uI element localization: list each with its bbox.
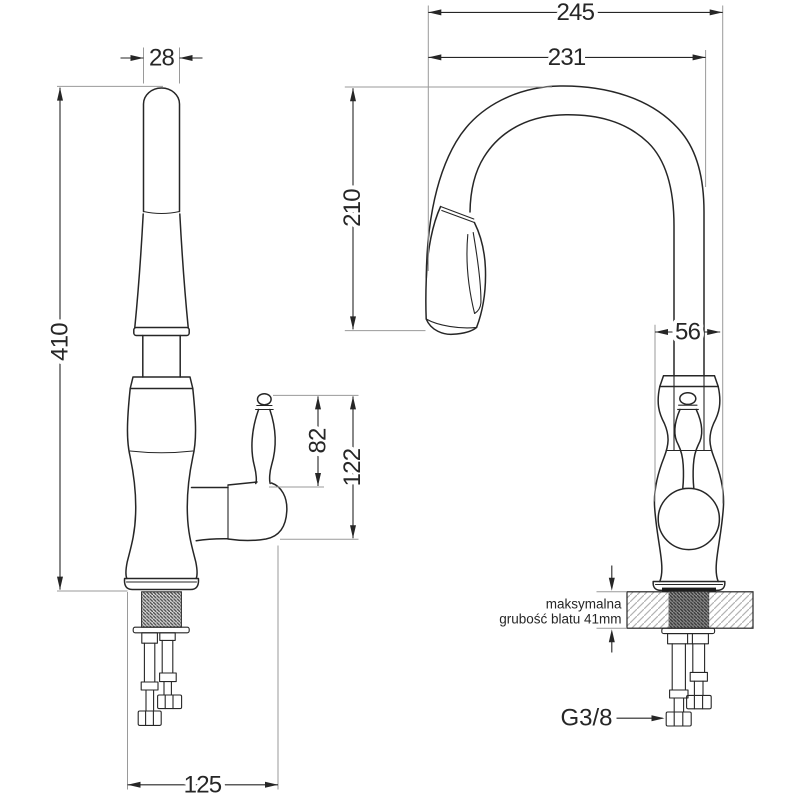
front-body-left bbox=[126, 389, 136, 579]
side-hose-left-joint bbox=[670, 690, 688, 698]
side-handle-left bbox=[675, 409, 684, 488]
front-mount-flange bbox=[133, 627, 189, 633]
dim-total-height-label: 410 bbox=[46, 323, 74, 361]
countertop-note-line2: grubość blatu 41mm bbox=[499, 611, 622, 627]
side-valve-circle bbox=[658, 488, 719, 549]
front-hose-left bbox=[144, 643, 154, 682]
side-sprayhead-right bbox=[474, 223, 485, 328]
front-hose-left-joint bbox=[141, 682, 158, 690]
side-hose-right-nut bbox=[687, 695, 712, 708]
side-sprayhead-trigger bbox=[467, 233, 481, 314]
side-handle-right bbox=[693, 409, 702, 488]
front-hose-right-nut bbox=[158, 695, 182, 709]
front-spout-joint bbox=[144, 212, 180, 214]
dim-overall-reach-label: 245 bbox=[556, 0, 595, 26]
side-base-washer bbox=[662, 588, 716, 592]
side-hose-right bbox=[693, 644, 705, 673]
front-hose-right-lower bbox=[164, 682, 171, 695]
countertop-shank bbox=[669, 592, 710, 628]
front-connector-block-right bbox=[160, 633, 175, 641]
front-hose-right bbox=[162, 640, 173, 673]
side-connector-dividers bbox=[688, 634, 693, 644]
side-handle-collar bbox=[678, 405, 699, 409]
front-handle-right bbox=[270, 410, 276, 484]
side-mount-flange bbox=[662, 628, 715, 633]
side-sprayhead-outlet-inner bbox=[426, 319, 476, 328]
dim-spout-reach-label: 231 bbox=[547, 43, 586, 71]
dim-spout-width-label: 28 bbox=[148, 44, 175, 72]
front-valve-cap bbox=[228, 483, 287, 540]
dim-handle-total-height-label: 122 bbox=[339, 448, 367, 487]
side-hose-left bbox=[672, 644, 685, 690]
side-hose-right-nut-facets bbox=[694, 695, 702, 708]
front-spout-cone-left bbox=[135, 214, 143, 328]
front-hose-right-nut-facets bbox=[165, 695, 173, 709]
dim-handle-height-label: 82 bbox=[304, 428, 332, 454]
front-hose-right-joint bbox=[160, 673, 177, 682]
side-collar bbox=[660, 376, 718, 387]
front-arm-underside bbox=[196, 539, 228, 541]
front-neck bbox=[143, 336, 180, 378]
countertop-section bbox=[627, 592, 753, 726]
dim-body-width-label: 56 bbox=[675, 318, 701, 346]
front-collar bbox=[130, 377, 193, 389]
front-body-right bbox=[187, 389, 197, 579]
front-hose-left-nut-facets bbox=[146, 711, 154, 725]
countertop-note-line1: maksymalna bbox=[545, 596, 622, 612]
side-arch-inner bbox=[470, 115, 674, 376]
front-hose-left-nut bbox=[138, 711, 161, 725]
side-handle-knob bbox=[680, 393, 696, 405]
side-hose-left-lower bbox=[674, 698, 683, 712]
front-view-faucet bbox=[124, 88, 286, 725]
front-handle-left bbox=[252, 410, 259, 484]
front-connector-block-left bbox=[142, 633, 158, 643]
dim-base-depth-label: 125 bbox=[183, 771, 222, 799]
front-hose-left-lower bbox=[146, 690, 154, 711]
front-valve-top bbox=[228, 482, 257, 485]
front-handle-knob bbox=[258, 394, 272, 405]
front-base-plate bbox=[124, 579, 198, 590]
side-hose-left-nut bbox=[666, 712, 691, 726]
side-body-left bbox=[654, 387, 668, 582]
thread-size-label: G3/8 bbox=[560, 704, 613, 732]
side-hose-right-lower bbox=[694, 681, 703, 695]
front-threaded-shank bbox=[142, 592, 182, 627]
front-body-seam bbox=[130, 451, 193, 453]
side-hose-left-nut-facets bbox=[674, 712, 683, 726]
side-hose-right-joint bbox=[690, 672, 707, 681]
side-body-right bbox=[710, 387, 724, 582]
front-view-dimensions bbox=[47, 45, 367, 799]
front-spout-cone-right bbox=[180, 214, 188, 328]
front-spout-tube bbox=[144, 88, 180, 212]
front-cone-rim bbox=[134, 328, 189, 336]
dim-spout-height-label: 210 bbox=[339, 189, 367, 227]
